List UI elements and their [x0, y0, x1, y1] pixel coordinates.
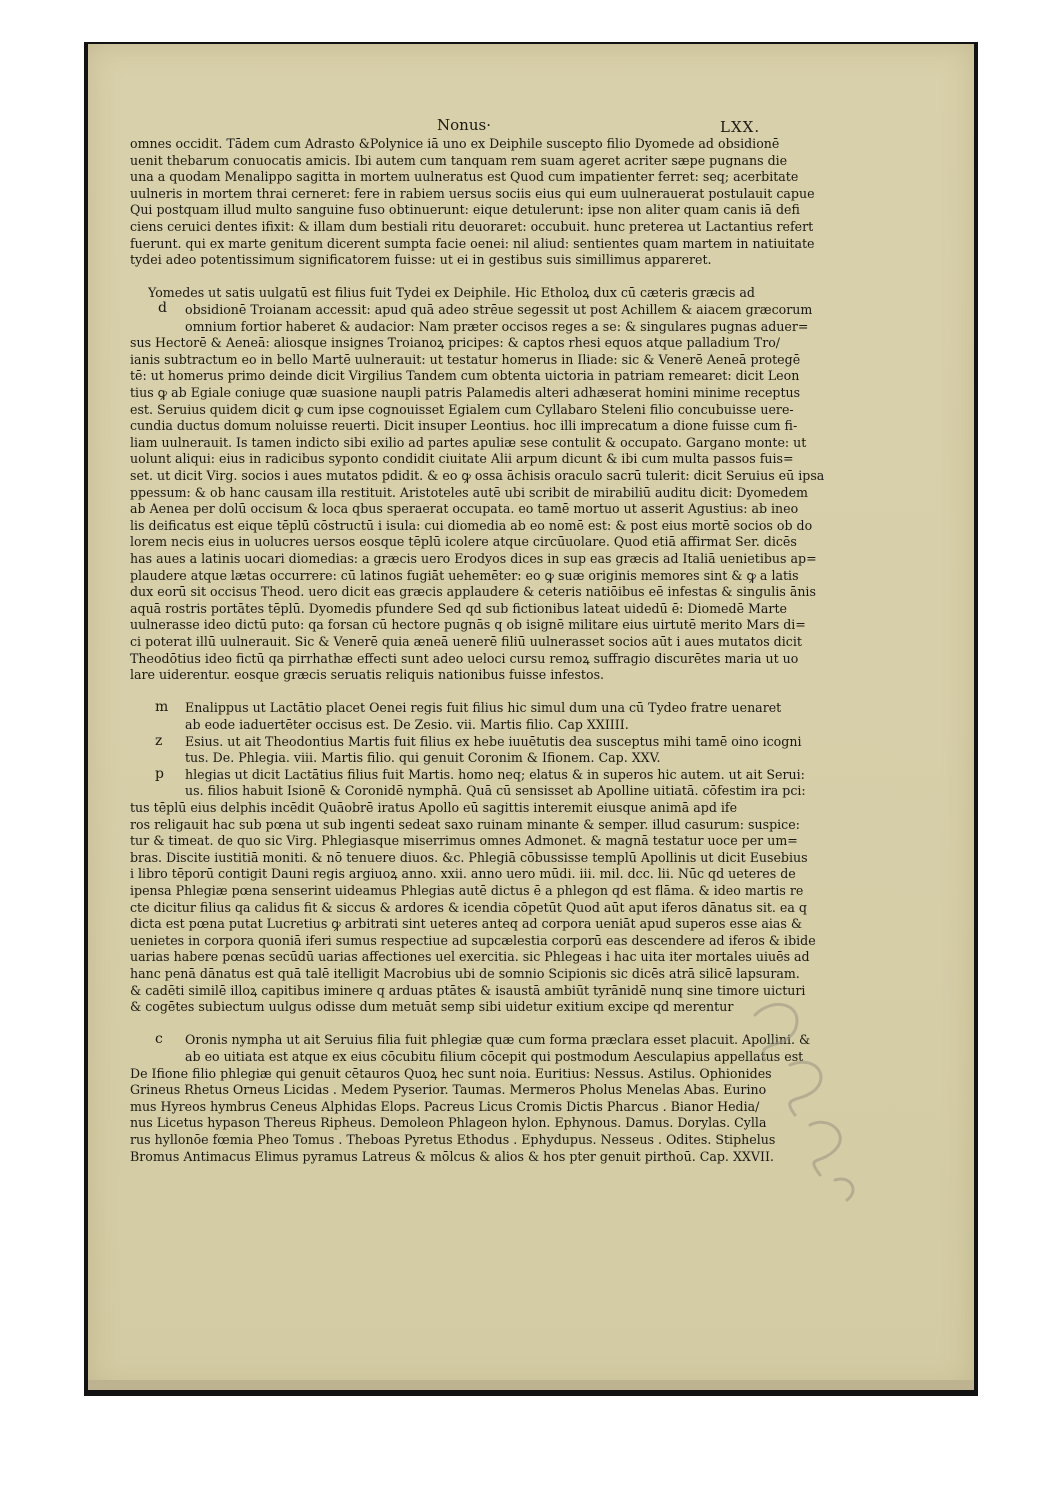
body-line: Qui postquam illud multo sanguine fuso obtinuerunt: eique detulerunt: ipse non aliter quam canis iā defi	[130, 202, 800, 218]
body-line: Yomedes ut satis uulgatū est filius fuit Tydei ex Deiphile. Hic Etholoꝝ dux cū cæteris græcis ad	[148, 285, 755, 301]
body-line: ab eode iaduertēter occisus est. De Zesio. vii. Martis filio. Cap XXIIII.	[185, 717, 629, 732]
body-line: ab Aenea per dolū occisum & loca qbus speraerat occupata. eo tamē mortuo ut asserit Agustius: ab ineo	[130, 501, 799, 517]
body-line: ros religauit hac sub pœna ut sub ingenti sedeat saxo ruinam minante & semper. illud casurum: suspice:	[130, 816, 800, 832]
body-line: lare uiderentur. eosque græcis seruatis reliquis nationibus fuisse infestos.	[130, 667, 605, 683]
body-line: ab eo uitiata est atque ex eius cōcubitu filium cōcepit qui postmodum Aesculapius appellatus est	[185, 1049, 804, 1064]
body-line: plaudere atque lætas occurrere: cū latinos fugiāt uehemēter: eo ꝙ suæ originis memores sint & ꝙ a latis	[130, 567, 799, 583]
body-line: Grineus Rhetus Orneus Licidas . Medem Pyserior. Taumas. Mermeros Pholus Menelas Abas. Eurino	[130, 1082, 767, 1098]
body-line: hlegias ut dicit Lactātius filius fuit Martis. homo neq; elatus & in superos hic autem. ut ait Serui:	[185, 766, 805, 782]
body-line: tus tēplū eius delphis incēdit Quāobrē iratus Apollo eū sagittis interemit eiusque animā apd ife	[130, 800, 738, 815]
body-line: uenietes in corpora quoniā iferi sumus respectiue ad supcælestia corporū eas descendere ad iferos & ibide	[130, 932, 816, 948]
body-line: cundia ductus domum noluisse reuerti. Dicit insuper Leontius. hoc illi imprecatum a dione fuisse cum fi-	[130, 418, 798, 434]
body-line: sus Hectorē & Aeneā: aliosque insignes Troianoꝝ pricipes: & captos rhesi equos atque palladium Tro/	[130, 335, 781, 351]
body-line: Bromus Antimacus Elimus pyramus Latreus & mōlcus & alios & hos pter genuit pirthoū. Cap. XXVII.	[130, 1148, 774, 1164]
body-line: ciens ceruici dentes ifixit: & illam dum bestiali ritu deuoraret: occubuit. hunc preterea ut Lactantius refert	[130, 219, 814, 234]
body-line: ppessum: & ob hanc causam illa restituit. Aristoteles autē ubi scribit de mirabiliū auditu dicit: Dyomedem	[130, 484, 808, 500]
body-line: hanc penā dānatus est quā talē itelligit Macrobius ubi de somnio Scipionis sic dicēs atrā silicē lapsuram.	[130, 966, 800, 981]
body-line: & cogētes subiectum uulgus odisse dum metuāt semp sibi uidetur exitium excipe qd merentur	[130, 999, 734, 1015]
body-line: uulnerasse ideo dictū puto: qa forsan cū hectore pugnās q ob isignē militare eius uirtutē merito Mars di=	[130, 617, 806, 633]
body-line: tus. De. Phlegia. viii. Martis filio. qui genuit Coronim & Ifionem. Cap. XXV.	[185, 750, 661, 766]
guide-letter: p	[155, 765, 164, 782]
body-line: Oronis nympha ut ait Seruius filia fuit phlegiæ quæ cum forma præclara esset placuit. Apollini. &	[185, 1032, 811, 1048]
body-line: tius ꝙ ab Egiale coniuge quæ suasione naupli patris Palamedis alteri adhæserat homini minime receptus	[130, 385, 801, 400]
body-line: has aues a latinis uocari diomedias: a græcis uero Erodyos dices in sup eas græcis ad Italiā uenietibus ap=	[130, 551, 817, 566]
folio-number: LXX.	[720, 118, 761, 136]
body-line: ipensa Phlegiæ pœna senserint uideamus Phlegias autē dictus ē a phlegon qd est flāma. & ideo martis re	[130, 883, 804, 898]
body-line: tē: ut homerus primo deinde dicit Virgilius Tandem cum obtenta uictoria in patriam remearet: dicit Leon	[130, 368, 800, 384]
library-stamp-icon	[735, 985, 875, 1205]
guide-letter: c	[155, 1031, 163, 1048]
body-line: bras. Discite iustitiā moniti. & nō tenuere diuos. &c. Phlegiā cōbussisse templū Apollinis ut dicit Eusebius	[130, 849, 808, 865]
body-line: liam uulnerauit. Is tamen indicto sibi exilio ad partes apuliæ sese contulit & occupato. Gargano monte: ut	[130, 434, 807, 450]
body-line: lis deificatus est eique tēplū cōstructū i isula: cui diomedia ab eo nomē est: & post eius mortē socios ob do	[130, 517, 813, 533]
body-line: obsidionē Troianam accessit: apud quā adeo strēue segessit ut post Achillem & aiacem græcorum	[185, 302, 813, 317]
body-line: mus Hyreos hymbrus Ceneus Alphidas Elops. Pacreus Licus Cromis Dictis Pharcus . Bianor Hedia/	[130, 1098, 760, 1114]
body-line: ci poterat illū uulnerauit. Sic & Venerē quia æneā uenerē filiū uulnerasset socios aūt i aues mutatos dicit	[130, 634, 802, 649]
body-line: fuerunt. qui ex marte genitum dicerent sumpta facie oenei: nil aliud: sentientes quam martem in natiuitate	[130, 235, 815, 251]
body-line: uulneris in mortem thrai cerneret: fere in rabiem uersus sociis eius qui eum uulnerauerat postulauit capue	[130, 185, 815, 201]
body-line: & cadēti similē illoꝝ capitibus iminere q arduas ptātes & isaustā ambiūt tyrānidē nunq sine timore uicturi	[130, 982, 806, 998]
body-line: lorem necis eius in uolucres uersos eosque tēplū icolere atque circūuolare. Quod etiā affirmat Ser. dicēs	[130, 534, 797, 550]
body-line: omnium fortior haberet & audacior: Nam præter occisos reges a se: & singulares pugnas aduer=	[185, 318, 809, 334]
body-line: ianis subtractum eo in bello Martē uulnerauit: ut testatur homerus in Iliade: sic & Venerē Aeneā protegē	[130, 351, 801, 367]
guide-letter: z	[155, 732, 163, 749]
body-line: Enalippus ut Lactātio placet Oenei regis fuit filius hic simul dum una cū Tydeo fratre uenaret	[185, 700, 782, 716]
guide-letter: d	[158, 300, 167, 316]
body-line: Esius. ut ait Theodontius Martis fuit filius ex hebe iuuētutis dea susceptus mihi tamē oino icogni	[185, 733, 802, 749]
body-line: tydei adeo potentissimum significatorem fuisse: ut ei in gestibus suis simillimus appareret.	[130, 252, 712, 268]
body-line: est. Seruius quidem dicit ꝙ cum ipse cognouisset Egialem cum Cyllabaro Steleni filio concubuisse uere-	[130, 401, 794, 417]
body-line: i libro tēporū contigit Dauni regis argiuoꝝ anno. xxii. anno uero mūdi. iii. mil. dcc. lii. Nūc qd ueteres de	[130, 866, 796, 882]
body-line: dux eorū sit occisus Theod. uero dicit eas græcis applaudere & ceteris natiōibus eē infestas & singulis ānis	[130, 584, 816, 600]
body-line: omnes occidit. Tādem cum Adrasto &Polynice iā uno ex Deiphile suscepto filio Dyomede ad obsidionē	[130, 136, 780, 151]
guide-letter: m	[155, 699, 169, 716]
body-line: dicta est pœna putat Lucretius ꝙ arbitrati sint ueteres anteq ad corpora ueniāt apud superos esse aias &	[130, 916, 803, 932]
body-line: una a quodam Menalippo sagitta in mortem uulneratus est Quod cum impatienter ferret: seq; acerbitate	[130, 169, 799, 185]
body-line: us. filios habuit Isionē & Coronidē nymphā. Quā cū sensisset ab Apolline uitiatā. cōfestim ira pci:	[185, 783, 806, 799]
body-line: set. ut dicit Virg. socios i aues mutatos pdidit. & eo ꝙ ossa āchisis oraculo sacrū tulerit: dicit Seruius eū ipsa	[130, 468, 825, 483]
body-line: aquā rostris portātes tēplū. Dyomedis pfundere Sed qd sub fictionibus lateat uidedū ē: Diomedē Marte	[130, 600, 787, 616]
running-head: Nonus·	[437, 116, 491, 134]
body-line: nus Licetus hypason Thereus Ripheus. Demoleon Phlageon hylon. Ephynous. Damus. Dorylas. Cylla	[130, 1115, 767, 1131]
body-line: Theodōtius ideo fictū qa pirrhathæ effecti sunt adeo ueloci cursu remoꝝ suffragio discurētes maria ut uo	[130, 650, 799, 666]
body-line: cte dicitur filius qa calidus fit & siccus & ardores & icendia cōpetūt Quod aūt aput iferos dānatus sit. ea q	[130, 899, 807, 915]
body-line: De Ifione filio phlegiæ qui genuit cētauros Quoꝝ hec sunt noia. Euritius: Nessus. Astilus. Ophionides	[130, 1065, 772, 1081]
body-line: tur & timeat. de quo sic Virg. Phlegiasque miserrimus omnes Admonet. & magnā testatur uoce per um=	[130, 833, 798, 849]
body-line: uolunt aliqui: eius in radicibus syponto condidit ciuitate Alii arpum dicunt & ibi cum multa passos fuis=	[130, 451, 794, 467]
body-line: uarias habere pœnas secūdū uarias affectiones uel exercitia. sic Phlegeas i hac uita iter mortales uiuēs ad	[130, 949, 810, 965]
body-line: uenit thebarum conuocatis amicis. Ibi autem cum tanquam rem suam ageret acriter sæpe pugnans die	[130, 152, 788, 168]
body-line: rus hyllonōe fœmia Pheo Tomus . Theboas Pyretus Ethodus . Ephydupus. Nesseus . Odites. Stiphelus	[130, 1132, 776, 1147]
